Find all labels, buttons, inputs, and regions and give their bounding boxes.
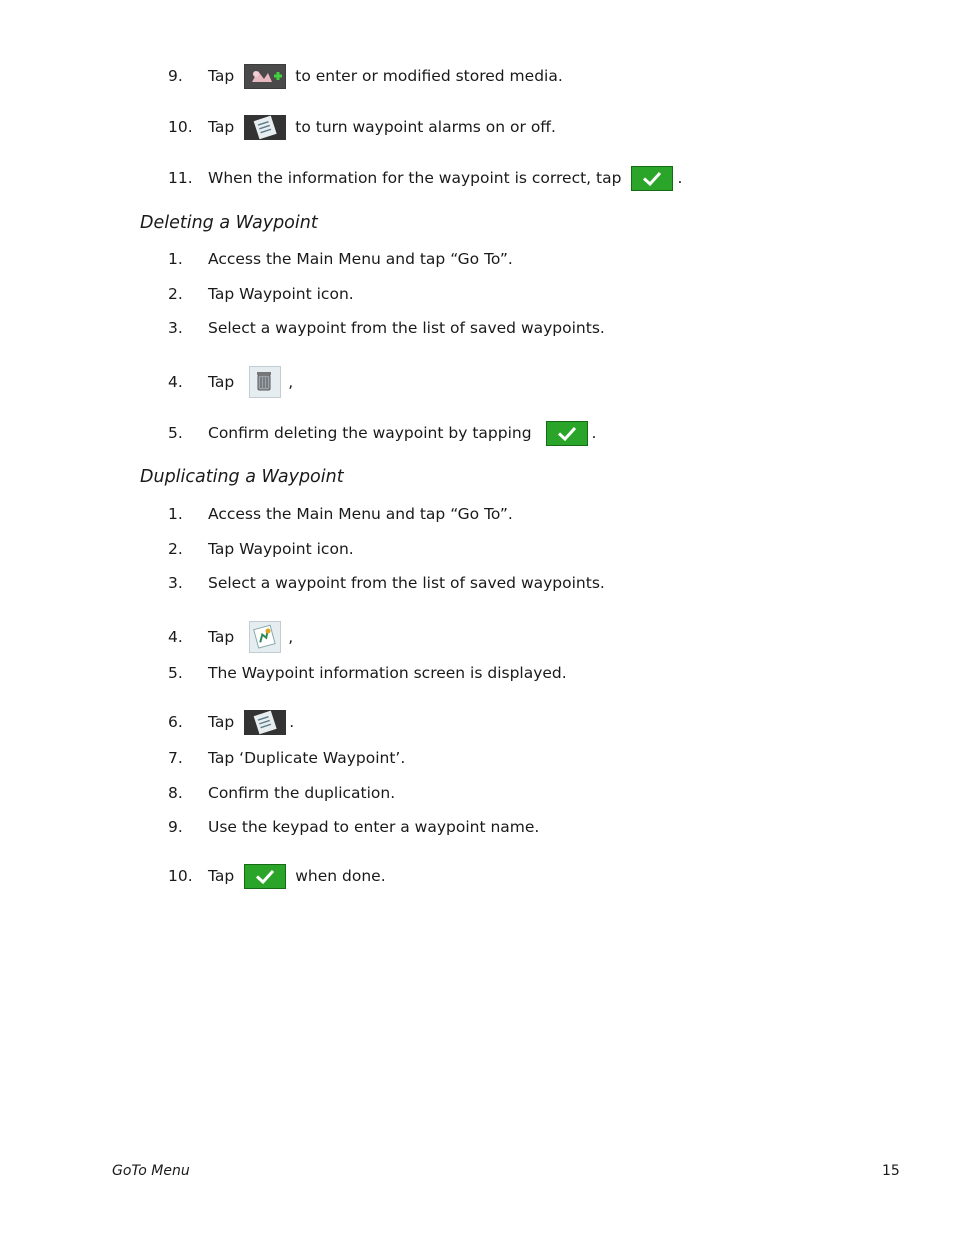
step-text: .: [677, 169, 683, 187]
checkmark-icon: [244, 864, 286, 889]
step-text: to turn waypoint alarms on or off.: [295, 118, 556, 136]
step-number: 8.: [168, 784, 183, 802]
section-heading-duplicating: Duplicating a Waypoint: [140, 467, 344, 487]
step-text: .: [591, 424, 597, 442]
options-list-icon: [244, 710, 286, 735]
step-number: 6.: [168, 713, 183, 731]
step-text: when done.: [295, 867, 386, 885]
step-text: Select a waypoint from the list of saved waypoints.: [208, 574, 605, 592]
step-text: The Waypoint information screen is displayed.: [208, 664, 567, 682]
step-number: 3.: [168, 574, 183, 592]
step-number: 2.: [168, 540, 183, 558]
step-text: Tap Waypoint icon.: [208, 540, 354, 558]
step-number: 9.: [168, 67, 183, 85]
step-text: Confirm deleting the waypoint by tapping: [208, 424, 532, 442]
alarm-list-icon: [244, 115, 286, 140]
page-number: 15: [882, 1163, 900, 1179]
step-number: 10.: [168, 118, 193, 136]
step-text: Access the Main Menu and tap “Go To”.: [208, 250, 513, 268]
trash-icon: [249, 366, 281, 398]
step-text: Select a waypoint from the list of saved waypoints.: [208, 319, 605, 337]
step-text: Use the keypad to enter a waypoint name.: [208, 818, 540, 836]
step-text: Tap ‘Duplicate Waypoint’.: [208, 749, 406, 767]
step-text: Tap: [208, 118, 235, 136]
step-text: Confirm the duplication.: [208, 784, 396, 802]
step-text: ,: [288, 628, 294, 646]
step-text: Access the Main Menu and tap “Go To”.: [208, 505, 513, 523]
step-number: 5.: [168, 664, 183, 682]
step-number: 3.: [168, 319, 183, 337]
step-number: 7.: [168, 749, 183, 767]
step-text: ,: [288, 373, 294, 391]
step-number: 9.: [168, 818, 183, 836]
step-text: Tap: [208, 67, 235, 85]
step-text: Tap: [208, 713, 235, 731]
step-number: 4.: [168, 628, 183, 646]
step-number: 1.: [168, 505, 183, 523]
checkmark-icon: [631, 166, 673, 191]
waypoint-info-icon: [249, 621, 281, 653]
media-edit-icon: [244, 64, 286, 89]
section-heading-deleting: Deleting a Waypoint: [140, 213, 318, 233]
step-text: .: [289, 713, 295, 731]
step-number: 2.: [168, 285, 183, 303]
step-text: Tap: [208, 373, 235, 391]
step-text: Tap: [208, 867, 235, 885]
step-number: 10.: [168, 867, 193, 885]
step-number: 1.: [168, 250, 183, 268]
step-text: to enter or modified stored media.: [295, 67, 563, 85]
step-number: 11.: [168, 169, 193, 187]
checkmark-icon: [546, 421, 588, 446]
step-number: 4.: [168, 373, 183, 391]
step-text: Tap Waypoint icon.: [208, 285, 354, 303]
step-text: When the information for the waypoint is correct, tap: [208, 169, 622, 187]
footer-section-title: GoTo Menu: [112, 1163, 190, 1179]
step-text: Tap: [208, 628, 235, 646]
step-number: 5.: [168, 424, 183, 442]
